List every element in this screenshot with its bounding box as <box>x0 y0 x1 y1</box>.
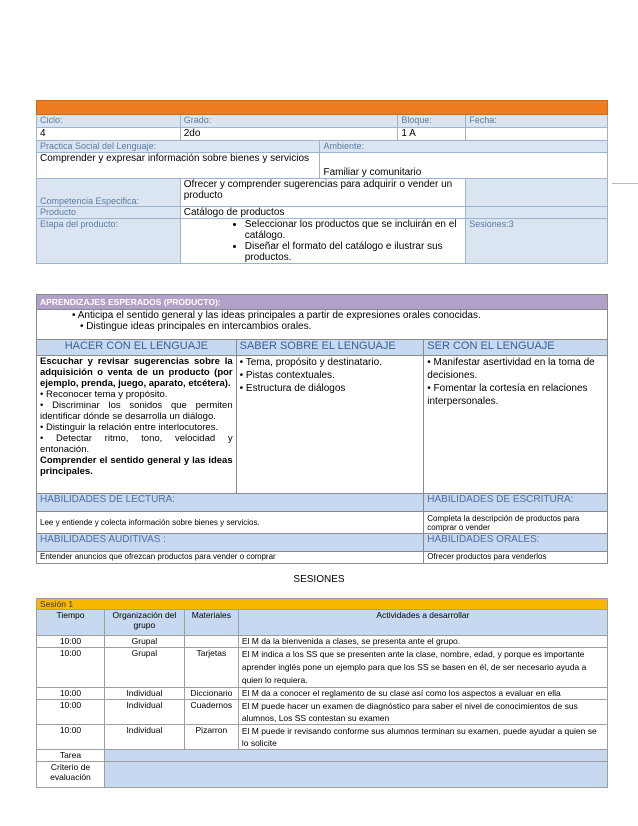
ambiente-label: Ambiente: <box>320 141 608 153</box>
row-time: 10:00 <box>37 636 105 648</box>
producto-spare <box>466 207 608 219</box>
lectura-value: Lee y entiende y colecta información sobre bienes y servicios. <box>37 512 424 534</box>
row-activity: El M da la bienvenida a clases, se presenta ante el grupo. <box>238 636 607 648</box>
fecha-value <box>466 128 608 141</box>
ser-item: • Manifestar asertividad en la toma de decisiones. <box>427 357 595 381</box>
auditivas-label: HABILIDADES AUDITIVAS : <box>37 534 424 552</box>
hacer-header: HACER CON EL LENGUAJE <box>37 340 237 356</box>
hacer-item: • Distinguir la relación entre interlocutores. <box>40 422 219 433</box>
criterio-value <box>104 762 607 788</box>
table-row <box>37 636 608 648</box>
header-materiales: Materiales <box>184 610 238 636</box>
row-activity: El M puede hacer un examen de diagnóstico para saber el nivel de conocimientos de sus alumnos, Los SS contestan su examen <box>238 700 607 725</box>
orales-value: Ofrecer productos para venderlos <box>424 552 608 564</box>
ser-item: • Fomentar la cortesía en relaciones interpersonales. <box>427 383 588 407</box>
row-activity: El M indica a los SS que se presenten ante la clase, nombre, edad, y porque es importante aprender inglés pone un ejemplo para que los SS se basen en él, de ser necesario ayuda a quien lo requiera. <box>238 648 607 688</box>
etapa-label: Etapa del producto: <box>37 219 181 264</box>
etapa-item: • Seleccionar los productos que se incluirán en el catálogo. <box>245 219 462 241</box>
row-activity: El M puede ir revisando conforme sus alumnos terminan su examen, puede ayudar a quien se lo solicite <box>238 725 607 750</box>
table-row <box>37 688 608 700</box>
row-org: Grupal <box>104 648 184 688</box>
bloque-value: 1 A <box>398 128 466 141</box>
saber-item: • Pistas contextuales. <box>239 370 335 381</box>
orange-header-bar <box>37 101 608 115</box>
ciclo-value: 4 <box>37 128 181 141</box>
row-org: Individual <box>104 725 184 750</box>
etapa-item: • Diseñar el formato del catálogo e ilustrar sus productos. <box>245 241 462 263</box>
tarea-label: Tarea <box>37 750 105 762</box>
aprendizaje-item: • Anticipa el sentido general y las ideas principales a partir de expresiones orales conocidas. <box>72 310 481 321</box>
sesiones-label: Sesiones:3 <box>466 219 608 264</box>
row-material: Diccionario <box>184 688 238 700</box>
session-title: Sesión 1 <box>37 599 608 610</box>
etapa-list <box>180 219 465 264</box>
header-tiempo: Tiempo <box>37 610 105 636</box>
row-material: Pizarron <box>184 725 238 750</box>
competencia-value: Ofrecer y comprender sugerencias para adquirir o vender un producto <box>180 179 465 207</box>
row-activity: El M da a conocer el reglamento de su clase así como los aspectos a evaluar en ella <box>238 688 607 700</box>
saber-header: SABER SOBRE EL LENGUAJE <box>236 340 424 356</box>
aprendizajes-table <box>36 294 608 564</box>
table-row <box>37 648 608 688</box>
practica-label: Practica Social del Lenguaje: <box>37 141 320 153</box>
aprendizaje-item: • Distingue ideas principales en intercambios orales. <box>80 321 312 332</box>
grado-value: 2do <box>180 128 398 141</box>
escritura-value: Completa la descripción de productos para comprar o vender <box>424 512 608 534</box>
aprendizajes-list <box>37 310 608 340</box>
hacer-item: • Detectar ritmo, tono, velocidad y entonación. <box>40 433 233 455</box>
row-material: Cuadernos <box>184 700 238 725</box>
practica-value: Comprender y expresar información sobre bienes y servicios <box>37 153 320 179</box>
ser-header: SER CON EL LENGUAJE <box>424 340 608 356</box>
producto-label: Producto <box>37 207 181 219</box>
saber-item: • Tema, propósito y destinatario. <box>239 357 382 368</box>
hacer-item: • Discriminar los sonidos que permiten identificar dónde se desarrolla un diálogo. <box>40 400 233 422</box>
row-time: 10:00 <box>37 648 105 688</box>
orales-label: HABILIDADES ORALES: <box>424 534 608 552</box>
auditivas-value: Entender anuncios que ofrezcan productos para vender o comprar <box>37 552 424 564</box>
page-edge-marker <box>612 183 638 184</box>
ser-content <box>424 356 608 494</box>
saber-content <box>236 356 424 494</box>
bloque-label: Bloque: <box>398 115 466 128</box>
fecha-label: Fecha: <box>466 115 608 128</box>
producto-value: Catálogo de productos <box>180 207 465 219</box>
table-row <box>37 700 608 725</box>
ciclo-label: Ciclo: <box>37 115 181 128</box>
grado-label: Grado: <box>180 115 398 128</box>
header-actividades: Actividades a desarrollar <box>238 610 607 636</box>
ambiente-value: Familiar y comunitario <box>320 153 608 179</box>
hacer-intro: Escuchar y revisar sugerencias sobre la adquisición o venta de un producto (por ejemplo, prenda, juego, aparato, etcétera). <box>40 356 233 389</box>
escritura-label: HABILIDADES DE ESCRITURA: <box>424 494 608 512</box>
competencia-spare <box>466 179 608 207</box>
hacer-content <box>37 356 237 494</box>
saber-item: • Estructura de diálogos <box>239 383 346 394</box>
criterio-label: Criterio de evaluación <box>37 762 105 788</box>
row-material: Tarjetas <box>184 648 238 688</box>
header-organizacion: Organización del grupo <box>104 610 184 636</box>
hacer-item: • Reconocer tema y propósito. <box>40 389 168 400</box>
row-material <box>184 636 238 648</box>
row-time: 10:00 <box>37 700 105 725</box>
session-table <box>36 598 608 788</box>
row-org: Individual <box>104 700 184 725</box>
hacer-outro: Comprender el sentido general y las ideas principales. <box>40 455 233 477</box>
sesiones-title: SESIONES <box>293 574 345 585</box>
plan-table <box>36 100 608 264</box>
row-time: 10:00 <box>37 688 105 700</box>
aprendizajes-title: APRENDIZAJES ESPERADOS (PRODUCTO): <box>37 295 608 310</box>
tarea-value <box>104 750 607 762</box>
row-org: Individual <box>104 688 184 700</box>
row-time: 10:00 <box>37 725 105 750</box>
table-row <box>37 725 608 750</box>
lectura-label: HABILIDADES DE LECTURA: <box>37 494 424 512</box>
row-org: Grupal <box>104 636 184 648</box>
competencia-label: Competencia Especifica: <box>37 179 181 207</box>
